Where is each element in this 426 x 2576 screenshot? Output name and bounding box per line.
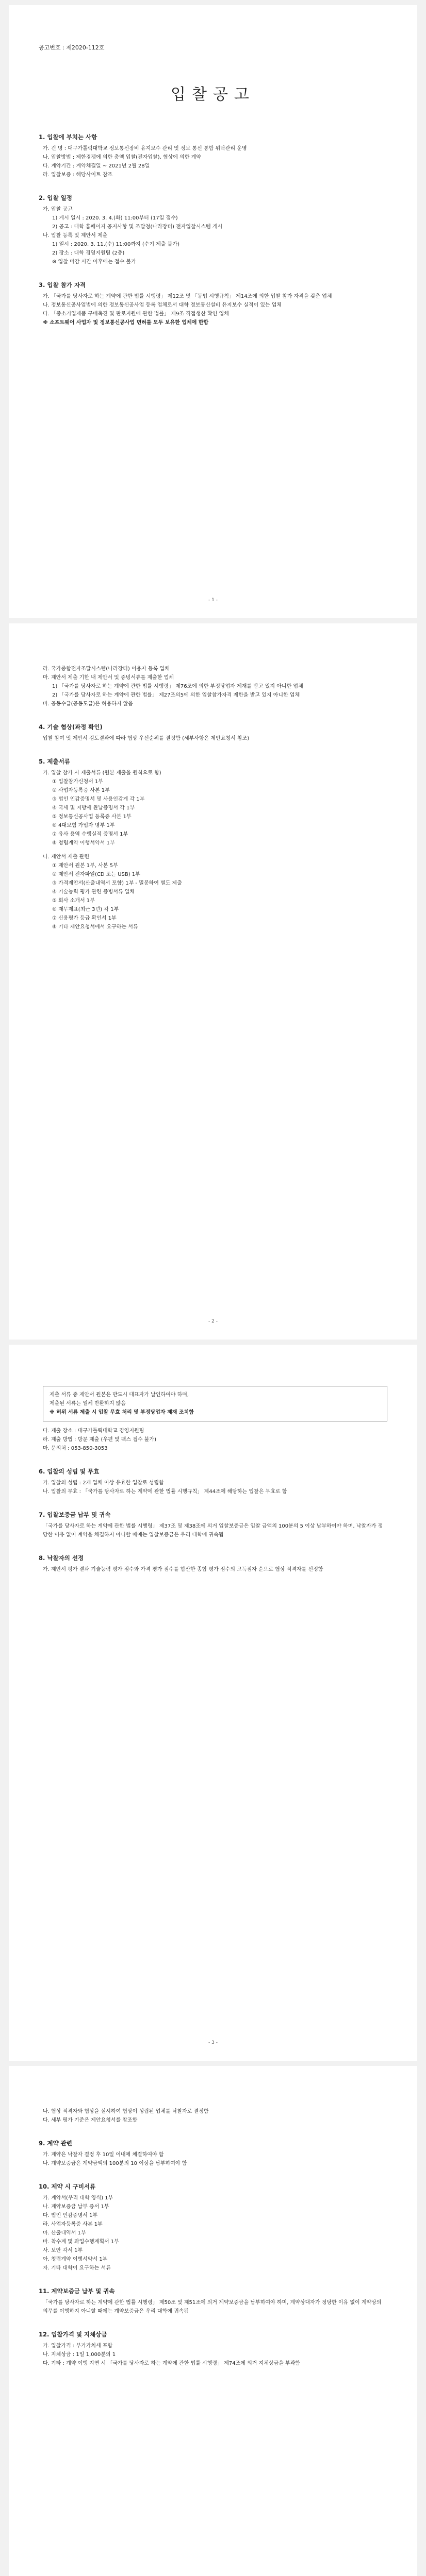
section-6-line: 나. 입찰의 무효 : 「국가를 당사자로 하는 계약에 관한 법률 시행규칙」 제44조에 해당하는 입찰은 무효로 함 bbox=[43, 1489, 287, 1495]
section-12-line: 다. 기타 : 계약 이행 지연 시 「국가를 당사자로 하는 계약에 관한 법률 시행령」 제74조에 의거 지체상금을 부과함 bbox=[43, 2361, 301, 2366]
section-5-line: ③ 가격제안서(산출내역서 포함) 1부 - 밀봉하여 별도 제출 bbox=[52, 880, 182, 886]
section-5-line: 마. 문의처 : 053-850-3053 bbox=[43, 1446, 108, 1451]
section-2-line: 1) 일시 : 2020. 3. 11.(수) 11:00까지 (수기 제출 불가) bbox=[52, 242, 179, 247]
section-10-line: 바. 착수계 및 과업수행계획서 1부 bbox=[43, 2239, 119, 2245]
page-1 bbox=[9, 5, 417, 618]
notice-box-line: 제출 서류 중 제안서 원본은 반드시 대표자가 날인하여야 하며, bbox=[50, 1392, 189, 1398]
section-8 bbox=[39, 1554, 387, 1574]
section-7-line: 「국가를 당사자로 하는 계약에 관한 법률 시행령」 제37조 및 제38조에 의거 입찰보증금은 입찰 금액의 100분의 5 이상 납부하여야 하며, 낙찰자가 정당한 이유 없이 계약을 체결하지 아니할 때에는 입찰보증금은 우리 대학에 귀속됨 bbox=[43, 1523, 383, 1538]
section-2-line: 나. 입찰 등록 및 제안서 제출 bbox=[43, 233, 108, 239]
section-11-line: 「국가를 당사자로 하는 계약에 관한 법률 시행령」 제50조 및 제51조에 의거 계약보증금을 납부하여야 하며, 계약상대자가 정당한 이유 없이 계약상의 의무를 이행하지 아니할 때에는 계약보증금은 우리 대학에 귀속됨 bbox=[43, 2300, 383, 2314]
section-7 bbox=[39, 1511, 387, 1539]
section-5-line: ⑧ 기타 제안요청서에서 요구하는 서류 bbox=[52, 924, 138, 930]
notice-box-line: ※ 허위 서류 제출 시 입찰 무효 처리 및 부정당업자 제재 조치함 bbox=[50, 1410, 194, 1415]
section-10-line: 다. 법인 인감증명서 1부 bbox=[43, 2213, 98, 2218]
section-4-line: 입찰 참여 및 제안서 검토결과에 따라 협상 우선순위를 결정함 (세부사항은 제안요청서 참조) bbox=[43, 736, 250, 741]
section-11-title: 11. 계약보증금 납부 및 귀속 bbox=[39, 2287, 115, 2295]
section-5-line: ① 입찰참가신청서 1부 bbox=[52, 779, 103, 785]
section-4-title: 4. 기술 협상(과정 확인) bbox=[39, 723, 103, 731]
section-2-line: ※ 입찰 마감 시간 이후에는 접수 불가 bbox=[52, 259, 136, 265]
section-3-note: ※ 소프트웨어 사업자 및 정보통신공사업 면허를 모두 보유한 업체에 한함 bbox=[43, 320, 209, 326]
section-5-line: 가. 입찰 참가 시 제출서류 (원본 제출을 원칙으로 함) bbox=[43, 770, 161, 776]
section-5-line: ⑥ 재무제표(최근 3년) 각 1부 bbox=[52, 907, 119, 912]
section-6-line: 가. 입찰의 성립 : 2개 업체 이상 유효한 입찰로 성립함 bbox=[43, 1480, 164, 1486]
section-10-line: 가. 계약서(우리 대학 양식) 1부 bbox=[43, 2195, 113, 2201]
section-5-line: 나. 제안서 제출 관련 bbox=[43, 854, 89, 860]
section-3-cont bbox=[39, 665, 387, 708]
section-12-line: 가. 입찰가격 : 부가가치세 포함 bbox=[43, 2343, 113, 2349]
section-5-line: ③ 법인 인감증명서 및 사용인감계 각 1부 bbox=[52, 796, 145, 802]
section-5-line: ⑤ 회사 소개서 1부 bbox=[52, 898, 95, 904]
section-5-line: ⑦ 신용평가 등급 확인서 1부 bbox=[52, 916, 117, 921]
section-4 bbox=[39, 723, 387, 743]
section-1-line: 가. 건 명 : 대구가톨릭대학교 정보통신장비 유지보수 관리 및 정보 통신 통합 위탁관리 운영 bbox=[43, 146, 247, 151]
section-5-line: ④ 국세 및 지방세 완납증명서 각 1부 bbox=[52, 805, 135, 811]
section-2-line: 가. 입찰 공고 bbox=[43, 207, 73, 212]
page-number: - 1 - bbox=[208, 598, 218, 603]
section-10-line: 아. 청렴계약 이행서약서 1부 bbox=[43, 2257, 108, 2262]
section-11 bbox=[39, 2287, 387, 2316]
section-12 bbox=[39, 2330, 387, 2368]
section-5-title: 5. 제출서류 bbox=[39, 758, 70, 765]
section-8-title: 8. 낙찰자의 선정 bbox=[39, 1554, 84, 1562]
section-2-line: 1) 게시 일시 : 2020. 3. 4.(화) 11:00부터 (17일 접수) bbox=[52, 215, 178, 221]
section-1-line: 라. 입찰보증 : 해당사이트 참조 bbox=[43, 172, 113, 178]
section-2-title: 2. 입찰 일정 bbox=[39, 194, 72, 201]
section-5-line: ⑤ 정보통신공사업 등록증 사본 1부 bbox=[52, 814, 132, 820]
section-10-line: 마. 산출내역서 1부 bbox=[43, 2230, 86, 2236]
section-12-title: 12. 입찰가격 및 지체상금 bbox=[39, 2331, 107, 2338]
section-3-line: 다. 「중소기업제품 구매촉진 및 판로지원에 관한 법률」 제9조 직접생산 확인 업체 bbox=[43, 311, 229, 317]
section-8-line: 나. 협상 적격자와 협상을 실시하여 협상이 성립된 업체를 낙찰자로 결정함 bbox=[43, 2109, 209, 2114]
page-3 bbox=[9, 1345, 417, 2061]
notice-box bbox=[43, 1386, 387, 1421]
section-5-line: ④ 기술능력 평가 관련 증빙서류 일체 bbox=[52, 889, 135, 895]
section-8-line: 가. 제안서 평가 결과 기술능력 평가 점수와 가격 평가 점수를 합산한 종합 평가 점수의 고득점자 순으로 협상 적격자를 선정함 bbox=[43, 1567, 323, 1572]
section-3-line: 2) 「국가를 당사자로 하는 계약에 관한 법률」 제27조의5에 의한 입찰참가자격 제한을 받고 있지 아니한 업체 bbox=[52, 692, 300, 698]
section-2 bbox=[39, 194, 387, 266]
section-8-line: 다. 세부 평가 기준은 제안요청서를 참조함 bbox=[43, 2117, 138, 2123]
section-1-title: 1. 입찰에 부치는 사항 bbox=[39, 133, 97, 141]
section-12-line: 나. 지체상금 : 1일 1,000분의 1 bbox=[43, 2352, 116, 2358]
section-3-line: 라. 국가종합전자조달시스템(나라장터) 이용자 등록 업체 bbox=[43, 666, 170, 672]
section-10-line: 라. 사업자등록증 사본 1부 bbox=[43, 2222, 103, 2227]
section-5-line: 라. 제출 방법 : 방문 제출 (우편 및 팩스 접수 불가) bbox=[43, 1437, 157, 1443]
section-5-line: ⑧ 청렴계약 이행서약서 1부 bbox=[52, 840, 115, 846]
section-7-title: 7. 입찰보증금 납부 및 귀속 bbox=[39, 1511, 111, 1518]
section-10-title: 10. 제약 시 구비서류 bbox=[39, 2183, 96, 2190]
section-1 bbox=[39, 133, 387, 179]
page-number: - 3 - bbox=[208, 2040, 218, 2045]
page-title: 입찰공고 bbox=[171, 86, 255, 104]
section-1-line: 나. 입찰방법 : 제한경쟁에 의한 총액 입찰(전자입찰), 협상에 의한 계약 bbox=[43, 155, 201, 160]
section-9-title: 9. 계약 관련 bbox=[39, 2140, 72, 2147]
section-5-line: ② 제안서 전자파일(CD 또는 USB) 1부 bbox=[52, 872, 140, 877]
page-number: - 2 - bbox=[208, 1319, 218, 1324]
section-2-line: 2) 공고 : 대학 홈페이지 공지사항 및 조달청(나라장터) 전자입찰시스템 게시 bbox=[52, 224, 223, 230]
section-3-line: 나. 정보통신공사업법에 의한 정보통신공사업 등록 업체로서 대학 정보통신설비 유지보수 실적이 있는 업체 bbox=[43, 302, 282, 308]
section-10-line: 자. 기타 대학이 요구하는 서류 bbox=[43, 2265, 111, 2271]
section-3-line: 바. 공동수급(공동도급)은 허용하지 않음 bbox=[43, 701, 134, 707]
page-4 bbox=[9, 2066, 417, 2576]
section-5 bbox=[39, 757, 387, 931]
section-5-line: ⑦ 유사 용역 수행실적 증명서 1부 bbox=[52, 832, 128, 837]
section-5-line: 다. 제출 장소 : 대구가톨릭대학교 경영지원팀 bbox=[43, 1428, 144, 1434]
section-6-title: 6. 입찰의 성립 및 무효 bbox=[39, 1468, 100, 1475]
page-2 bbox=[9, 623, 417, 1340]
section-9-line: 가. 계약은 낙찰자 결정 후 10일 이내에 체결하여야 함 bbox=[43, 2152, 164, 2158]
notice-box-line: 제출된 서류는 일체 반환하지 않음 bbox=[50, 1401, 126, 1406]
section-5-line: ⑥ 4대보험 가입자 명부 1부 bbox=[52, 823, 115, 828]
section-10-line: 사. 보안 각서 1부 bbox=[43, 2248, 83, 2253]
notice-number: 공고번호 : 제2020-112호 bbox=[39, 44, 105, 51]
section-3-line: 마. 제안서 제출 기한 내 제안서 및 증빙서류를 제출한 업체 bbox=[43, 675, 174, 681]
section-3-title: 3. 입찰 참가 자격 bbox=[39, 281, 86, 289]
section-10 bbox=[39, 2182, 387, 2273]
section-9-line: 나. 계약보증금은 계약금액의 100분의 10 이상을 납부하여야 함 bbox=[43, 2161, 187, 2166]
section-2-line: 2) 장소 : 대학 경영지원팀 (2층) bbox=[52, 250, 125, 256]
section-3-line: 1) 「국가를 당사자로 하는 계약에 관한 법률 시행령」 제76조에 의한 부정당업자 제재를 받고 있지 아니한 업체 bbox=[52, 684, 303, 689]
section-1-line: 다. 계약기간 : 계약체결일 ~ 2021년 2월 28일 bbox=[43, 163, 150, 169]
section-5-line: ② 사업자등록증 사본 1부 bbox=[52, 788, 110, 793]
section-5-line: ① 제안서 원본 1부, 사본 5부 bbox=[52, 863, 118, 869]
section-9 bbox=[39, 2139, 387, 2168]
section-3-line: 가. 「국가를 당사자로 하는 계약에 관한 법률 시행령」 제12조 및 「동법 시행규칙」 제14조에 의한 입찰 참가 자격을 갖춘 업체 bbox=[43, 294, 332, 299]
section-6 bbox=[39, 1467, 387, 1496]
section-3 bbox=[39, 281, 387, 327]
section-10-line: 나. 계약보증금 납부 증서 1부 bbox=[43, 2204, 109, 2210]
